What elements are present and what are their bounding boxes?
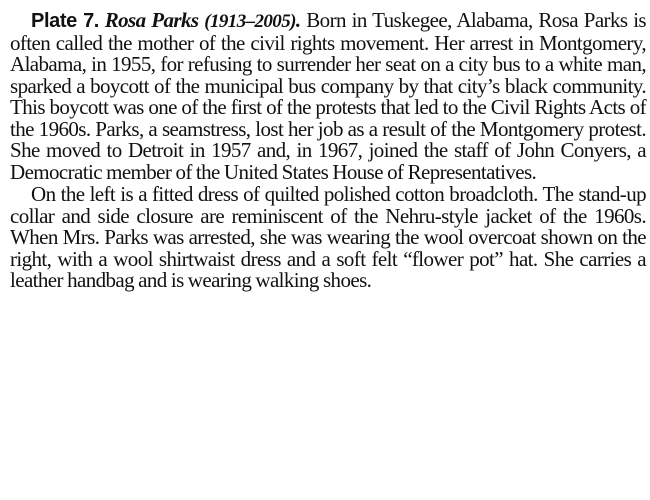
plate-caption: [10, 10, 646, 292]
plate-title-period: .: [295, 8, 301, 32]
paragraph-description: On the left is a fitted dress of quilted polished cotton broadcloth. The stand-up collar and side closure are reminiscent of the Nehru-style jacket of the 1960s. When Mrs. Parks was arrested, she was wearing the wool overcoat shown on the right, with a wool shirtwaist dress and a soft felt “flower pot” hat. She carries a leather handbag and is wearing walking shoes.: [10, 182, 646, 292]
plate-title: Rosa Parks: [104, 8, 199, 32]
paragraph-intro: [10, 10, 646, 183]
plate-dates: (1913–2005): [204, 11, 296, 32]
plate-number: Plate 7.: [31, 10, 99, 32]
paragraph-1-body: Born in Tuskegee, Alabama, Rosa Parks is often called the mother of the civil rights movement. Her arrest in Montgomery, Alabama, in 1955, for refusing to surrender her seat on a city bus to a white man, sparked a boycott of the municipal bus company by that city’s black community. This boycott was one of the first of the protests that led to the Civil Rights Acts of the 1960s. Parks, a seamstress, lost her job as a result of the Montgomery protest. She moved to Detroit in 1957 and, in 1967, joined the staff of John Conyers, a Democratic member of the United States House of Representatives.: [10, 8, 646, 184]
